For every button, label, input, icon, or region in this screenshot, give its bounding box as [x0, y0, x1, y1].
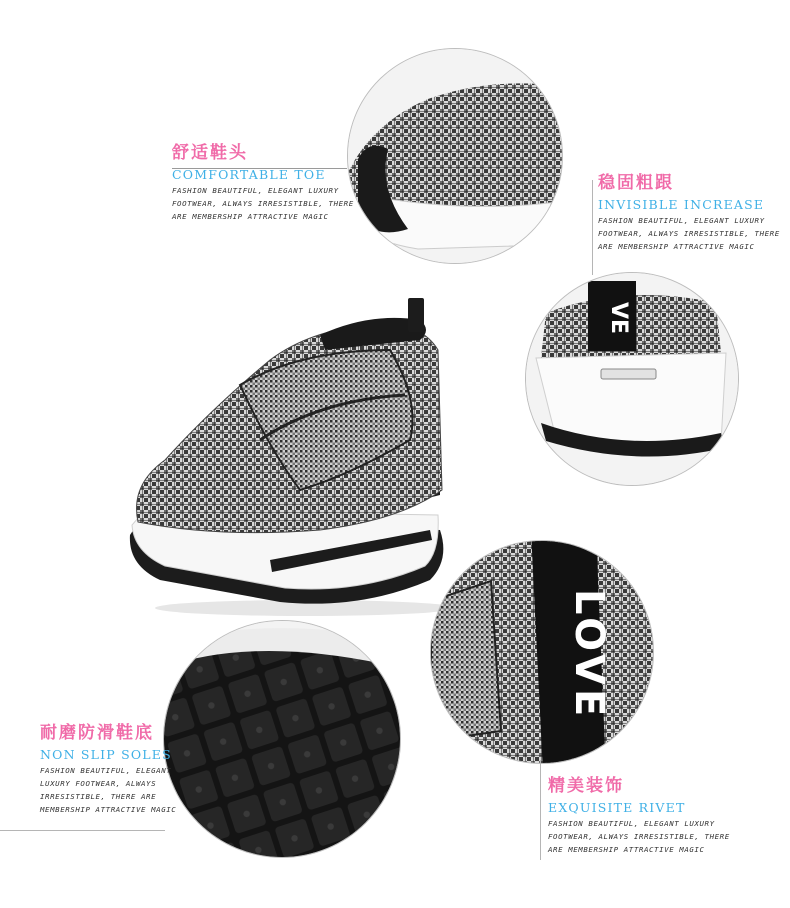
toe-detail-image — [347, 48, 563, 264]
feature-description: FASHION BEAUTIFUL, ELEGANT LUXURY FOOTWEAR, ALWAYS IRRESISTIBLE, THERE ARE MEMBERSHIP ATTRACTIVE MAGIC — [548, 819, 730, 854]
feature-title-en: COMFORTABLE TOE — [172, 167, 326, 182]
feature-caption-heel — [598, 172, 780, 253]
heel-detail-image — [525, 272, 739, 486]
feature-title-zh: 耐磨防滑鞋底 — [40, 723, 154, 743]
feature-title-en: NON SLIP SOLES — [40, 747, 172, 762]
feature-description: FASHION BEAUTIFUL, ELEGANT LUXURY FOOTWEAR, ALWAYS IRRESISTIBLE, THERE ARE MEMBERSHIP ATTRACTIVE MAGIC — [598, 216, 780, 251]
feature-caption-sole — [40, 722, 176, 816]
feature-description: FASHION BEAUTIFUL, ELEGANT LUXURY FOOTWEAR, ALWAYS IRRESISTIBLE, THERE ARE MEMBERSHIP ATTRACTIVE MAGIC — [40, 766, 177, 814]
connector-line-sole — [0, 830, 165, 831]
strap-text: LOVE — [566, 589, 612, 721]
feature-title-en: EXQUISITE RIVET — [548, 800, 686, 815]
connector-line-heel — [592, 180, 593, 275]
feature-caption-toe — [172, 142, 354, 223]
feature-title-zh: 舒适鞋头 — [172, 143, 248, 163]
strap-detail-image — [430, 540, 654, 764]
main-product-image — [120, 290, 470, 620]
feature-description: FASHION BEAUTIFUL, ELEGANT LUXURY FOOTWEAR, ALWAYS IRRESISTIBLE, THERE ARE MEMBERSHIP ATTRACTIVE MAGIC — [172, 186, 354, 221]
svg-text:VE: VE — [606, 301, 631, 335]
feature-caption-rivet — [548, 775, 730, 856]
feature-title-en: INVISIBLE INCREASE — [598, 197, 765, 212]
feature-title-zh: 精美装饰 — [548, 776, 624, 796]
connector-line-rivet — [540, 760, 541, 860]
sole-detail-image — [163, 620, 401, 858]
feature-title-zh: 稳固粗跟 — [598, 173, 674, 193]
